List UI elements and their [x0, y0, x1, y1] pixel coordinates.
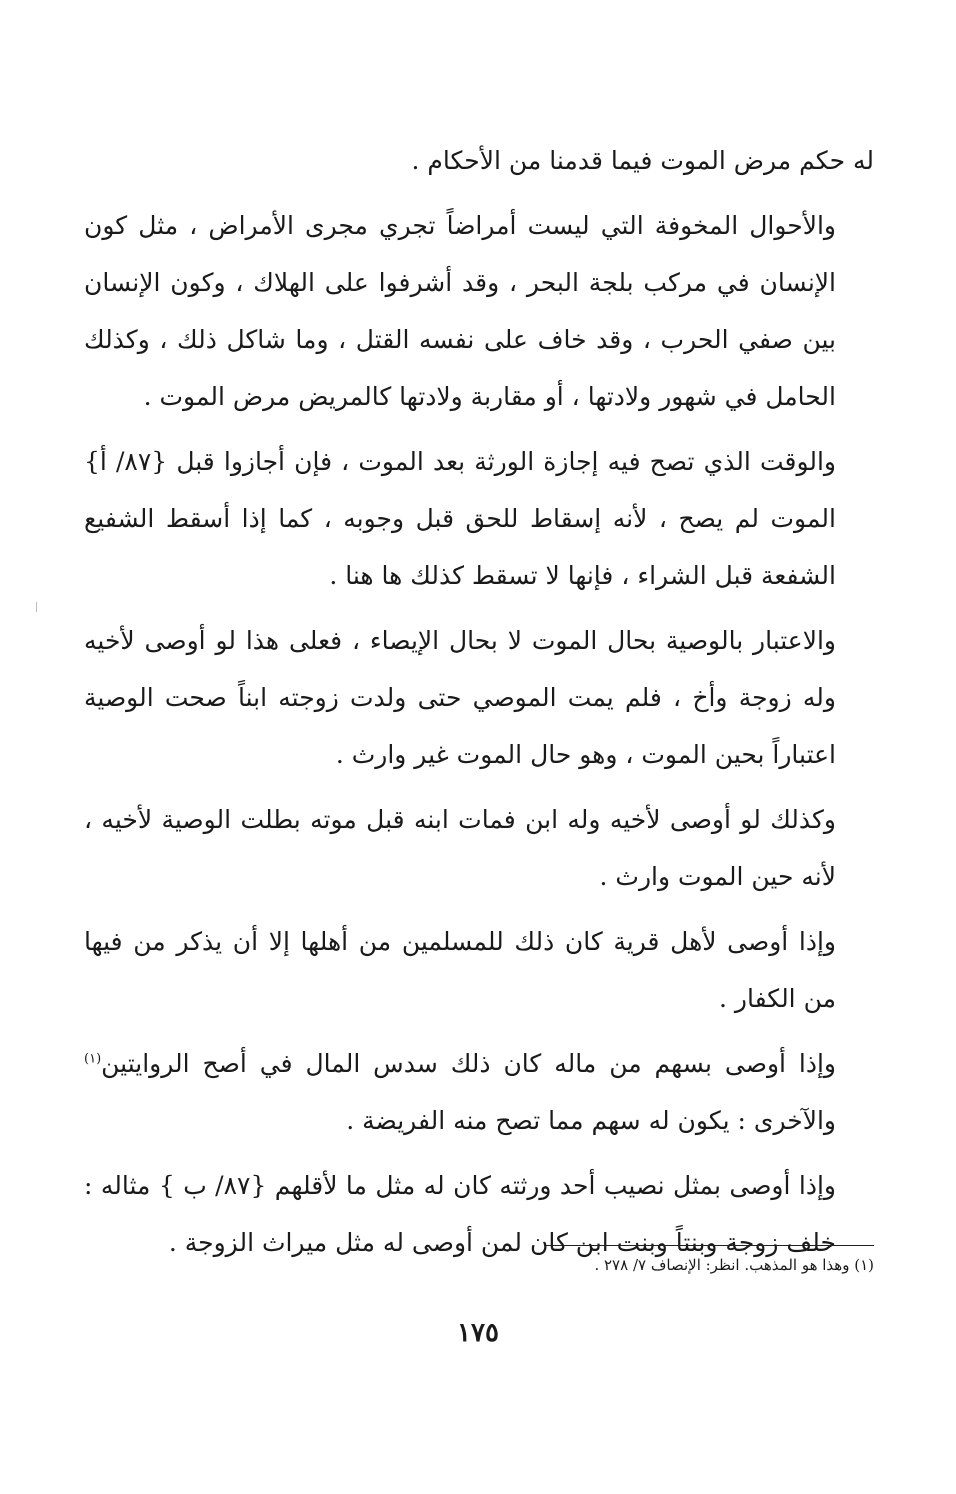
paragraph-share-bequest	[84, 1035, 874, 1149]
share-bequest-text: وإذا أوصى بسهم من ماله كان ذلك سدس المال في أصح الروايتين	[101, 1049, 836, 1078]
share-bequest-text-continued: والآخرى : يكون له سهم مما تصح منه الفريضة .	[346, 1106, 836, 1135]
paragraph-heirs-permission: والوقت الذي تصح فيه إجازة الورثة بعد الموت ، فإن أجازوا قبل {٨٧/ أ} الموت لم يصح ، لأنه إسقاط للحق قبل وجوبه ، كما إذا أسقط الشفيع الشفعة قبل الشراء ، فإنها لا تسقط كذلك ها هنا .	[84, 447, 837, 590]
footnote-divider	[544, 1245, 874, 1246]
page-number: ١٧٥	[457, 1318, 499, 1348]
footnote: (١) وهذا هو المذهب. انظر: الإنصاف ٧/ ٢٧٨ .	[594, 1256, 874, 1274]
paragraph-heir-portion: وإذا أوصى بمثل نصيب أحد ورثته كان له مثل ما لأقلهم {٨٧/ ب } مثاله : خلف زوجة وبنتاً وبنت ابن كان لمن أوصى له مثل ميراث الزوجة .	[84, 1171, 836, 1257]
footnote-reference: (١)	[84, 1051, 102, 1067]
scan-mark	[36, 602, 37, 612]
paragraph-time-of-death: والاعتبار بالوصية بحال الموت لا بحال الإيصاء ، فعلى هذا لو أوصى لأخيه وله زوجة وأخ ، فلم يمت الموصي حتى ولدت زوجته ابناً صحت الوصية اعتباراً بحين الموت ، وهو حال الموت غير وارث .	[84, 626, 836, 769]
paragraph-fearful-states: والأحوال المخوفة التي ليست أمراضاً تجري مجرى الأمراض ، مثل كون الإنسان في مركب بلجة البحر ، وقد أشرفوا على الهلاك ، وكون الإنسان بين صفي الحرب ، وقد خاف على نفسه القتل ، وما شاكل ذلك ، وكذلك الحامل في شهور ولادتها ، أو مقاربة ولادتها كالمريض مرض الموت .	[84, 211, 836, 411]
paragraph-village-bequest: وإذا أوصى لأهل قرية كان ذلك للمسلمين من أهلها إلا أن يذكر من فيها من الكفار .	[84, 927, 836, 1013]
main-text	[84, 132, 874, 1271]
paragraph-continuation: له حكم مرض الموت فيما قدمنا من الأحكام .	[411, 146, 874, 175]
paragraph-brother-bequest: وكذلك لو أوصى لأخيه وله ابن فمات ابنه قبل موته بطلت الوصية لأخيه ، لأنه حين الموت وارث .	[84, 805, 836, 891]
